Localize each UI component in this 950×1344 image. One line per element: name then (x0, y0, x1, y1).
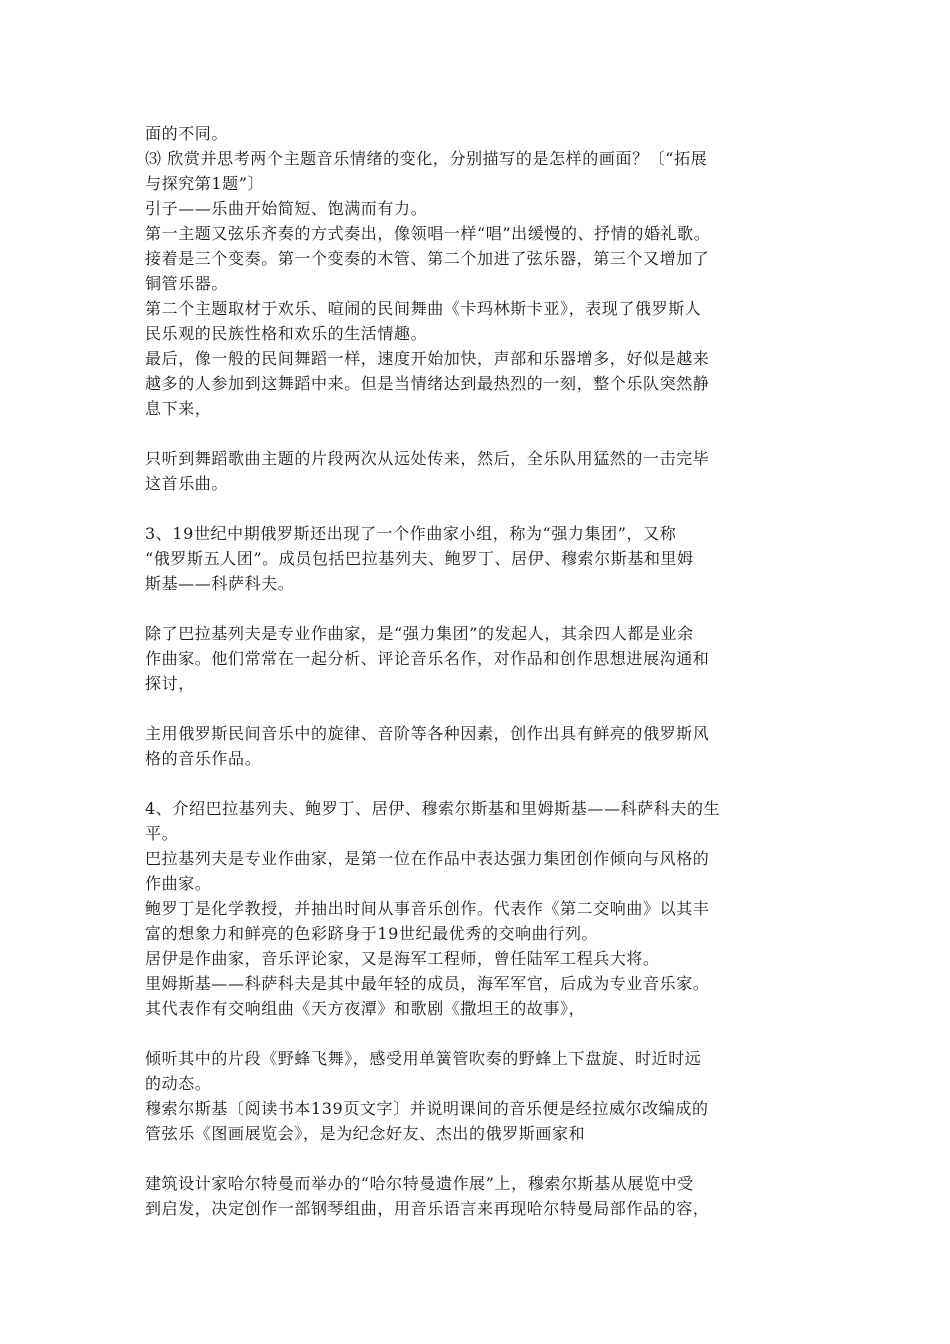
text-line: 主用俄罗斯民间音乐中的旋律、音阶等各种因素，创作出具有鲜亮的俄罗斯风 (145, 724, 710, 743)
text-line: 格的音乐作品。 (145, 749, 262, 768)
text-line: 这首乐曲。 (145, 474, 229, 493)
paragraph-gap (145, 771, 810, 796)
text-line: 作曲家。 (145, 874, 212, 893)
paragraph-gap (145, 496, 810, 521)
paragraph-gap (145, 596, 810, 621)
text-line: 鲍罗丁是化学教授，并抽出时间从事音乐创作。代表作《第二交响曲》以其丰 (145, 899, 710, 918)
text-line: 平。 (145, 824, 179, 843)
paragraph (145, 896, 810, 946)
paragraph (145, 721, 810, 771)
paragraph-gap (145, 421, 810, 446)
text-line: 最后，像一般的民间舞蹈一样，速度开始加快，声部和乐器增多，好似是越来 (145, 349, 710, 368)
text-line: 民乐观的民族性格和欢乐的生活情趣。 (145, 324, 428, 343)
paragraph (145, 971, 810, 1021)
text-line: 建筑设计家哈尔特曼而举办的“哈尔特曼遗作展”上，穆索尔斯基从展览中受 (145, 1174, 694, 1193)
text-line: 越多的人参加到这舞蹈中来。但是当情绪达到最热烈的一刻，整个乐队突然静 (145, 374, 710, 393)
paragraph (145, 1096, 810, 1146)
text-line: 居伊是作曲家，音乐评论家，又是海军工程师，曾任陆军工程兵大将。 (145, 949, 660, 968)
text-line: 到启发，决定创作一部钢琴组曲，用音乐语言来再现哈尔特曼局部作品的容， (145, 1199, 710, 1218)
text-line: 息下来， (145, 399, 212, 418)
text-line: 穆索尔斯基〔阅读书本139页文字〕并说明课间的音乐便是经拉威尔改编成的 (145, 1099, 709, 1118)
paragraph (145, 296, 810, 346)
paragraph (145, 221, 810, 296)
text-line: 斯基——科萨科夫。 (145, 574, 295, 593)
paragraph (145, 946, 810, 971)
paragraph (145, 196, 810, 221)
paragraph (145, 846, 810, 896)
text-line: 里姆斯基——科萨科夫是其中最年轻的成员，海军军官，后成为专业音乐家。 (145, 974, 710, 993)
paragraph (145, 521, 810, 596)
text-line: “俄罗斯五人团”。成员包括巴拉基列夫、鲍罗丁、居伊、穆索尔斯基和里姆 (145, 549, 694, 568)
text-line: 作曲家。他们常常在一起分析、评论音乐名作，对作品和创作思想进展沟通和 (145, 649, 710, 668)
paragraph (145, 146, 810, 196)
paragraph (145, 621, 810, 696)
text-line: 只听到舞蹈歌曲主题的片段两次从远处传来，然后，全乐队用猛然的一击完毕 (145, 449, 710, 468)
text-line: 第一主题又弦乐齐奏的方式奏出，像领唱一样“唱”出缓慢的、抒情的婚礼歌。 (145, 224, 711, 243)
text-line: 铜管乐器。 (145, 274, 229, 293)
text-line: 引子——乐曲开始简短、饱满而有力。 (145, 199, 428, 218)
paragraph (145, 1171, 810, 1221)
paragraph-gap (145, 1021, 810, 1046)
text-line: 富的想象力和鲜亮的色彩跻身于19世纪最优秀的交响曲行列。 (145, 924, 599, 943)
text-line: 倾听其中的片段《野蜂飞舞》，感受用单簧管吹奏的野蜂上下盘旋、时近时远 (145, 1049, 702, 1068)
text-line: 巴拉基列夫是专业作曲家，是第一位在作品中表达强力集团创作倾向与风格的 (145, 849, 710, 868)
text-line: 面的不同。 (145, 124, 229, 143)
text-line: 3、19世纪中期俄罗斯还出现了一个作曲家小组，称为“强力集团”，又称 (145, 524, 677, 543)
text-line: 第二个主题取材于欢乐、喧闹的民间舞曲《卡玛林斯卡亚》，表现了俄罗斯人 (145, 299, 702, 318)
paragraph-gap (145, 1146, 810, 1171)
text-line: 除了巴拉基列夫是专业作曲家，是“强力集团”的发起人，其余四人都是业余 (145, 624, 694, 643)
paragraph (145, 796, 810, 846)
document-page (145, 121, 810, 1221)
text-line: 管弦乐《图画展览会》，是为纪念好友、杰出的俄罗斯画家和 (145, 1124, 586, 1143)
text-line: 其代表作有交响组曲《天方夜潭》和歌剧《撒坦王的故事》， (145, 999, 586, 1018)
paragraph (145, 1046, 810, 1096)
text-line: ⑶ 欣赏并思考两个主题音乐情绪的变化，分别描写的是怎样的画面？〔“拓展 (145, 149, 708, 168)
paragraph-gap (145, 696, 810, 721)
paragraph (145, 346, 810, 421)
text-line: 的动态。 (145, 1074, 212, 1093)
paragraph (145, 446, 810, 496)
paragraph (145, 121, 810, 146)
text-line: 与探究第1题”〕 (145, 174, 265, 193)
text-line: 4、介绍巴拉基列夫、鲍罗丁、居伊、穆索尔斯基和里姆斯基——科萨科夫的生 (145, 799, 721, 818)
text-line: 探讨， (145, 674, 195, 693)
text-line: 接着是三个变奏。第一个变奏的木管、第二个加进了弦乐器，第三个又增加了 (145, 249, 710, 268)
